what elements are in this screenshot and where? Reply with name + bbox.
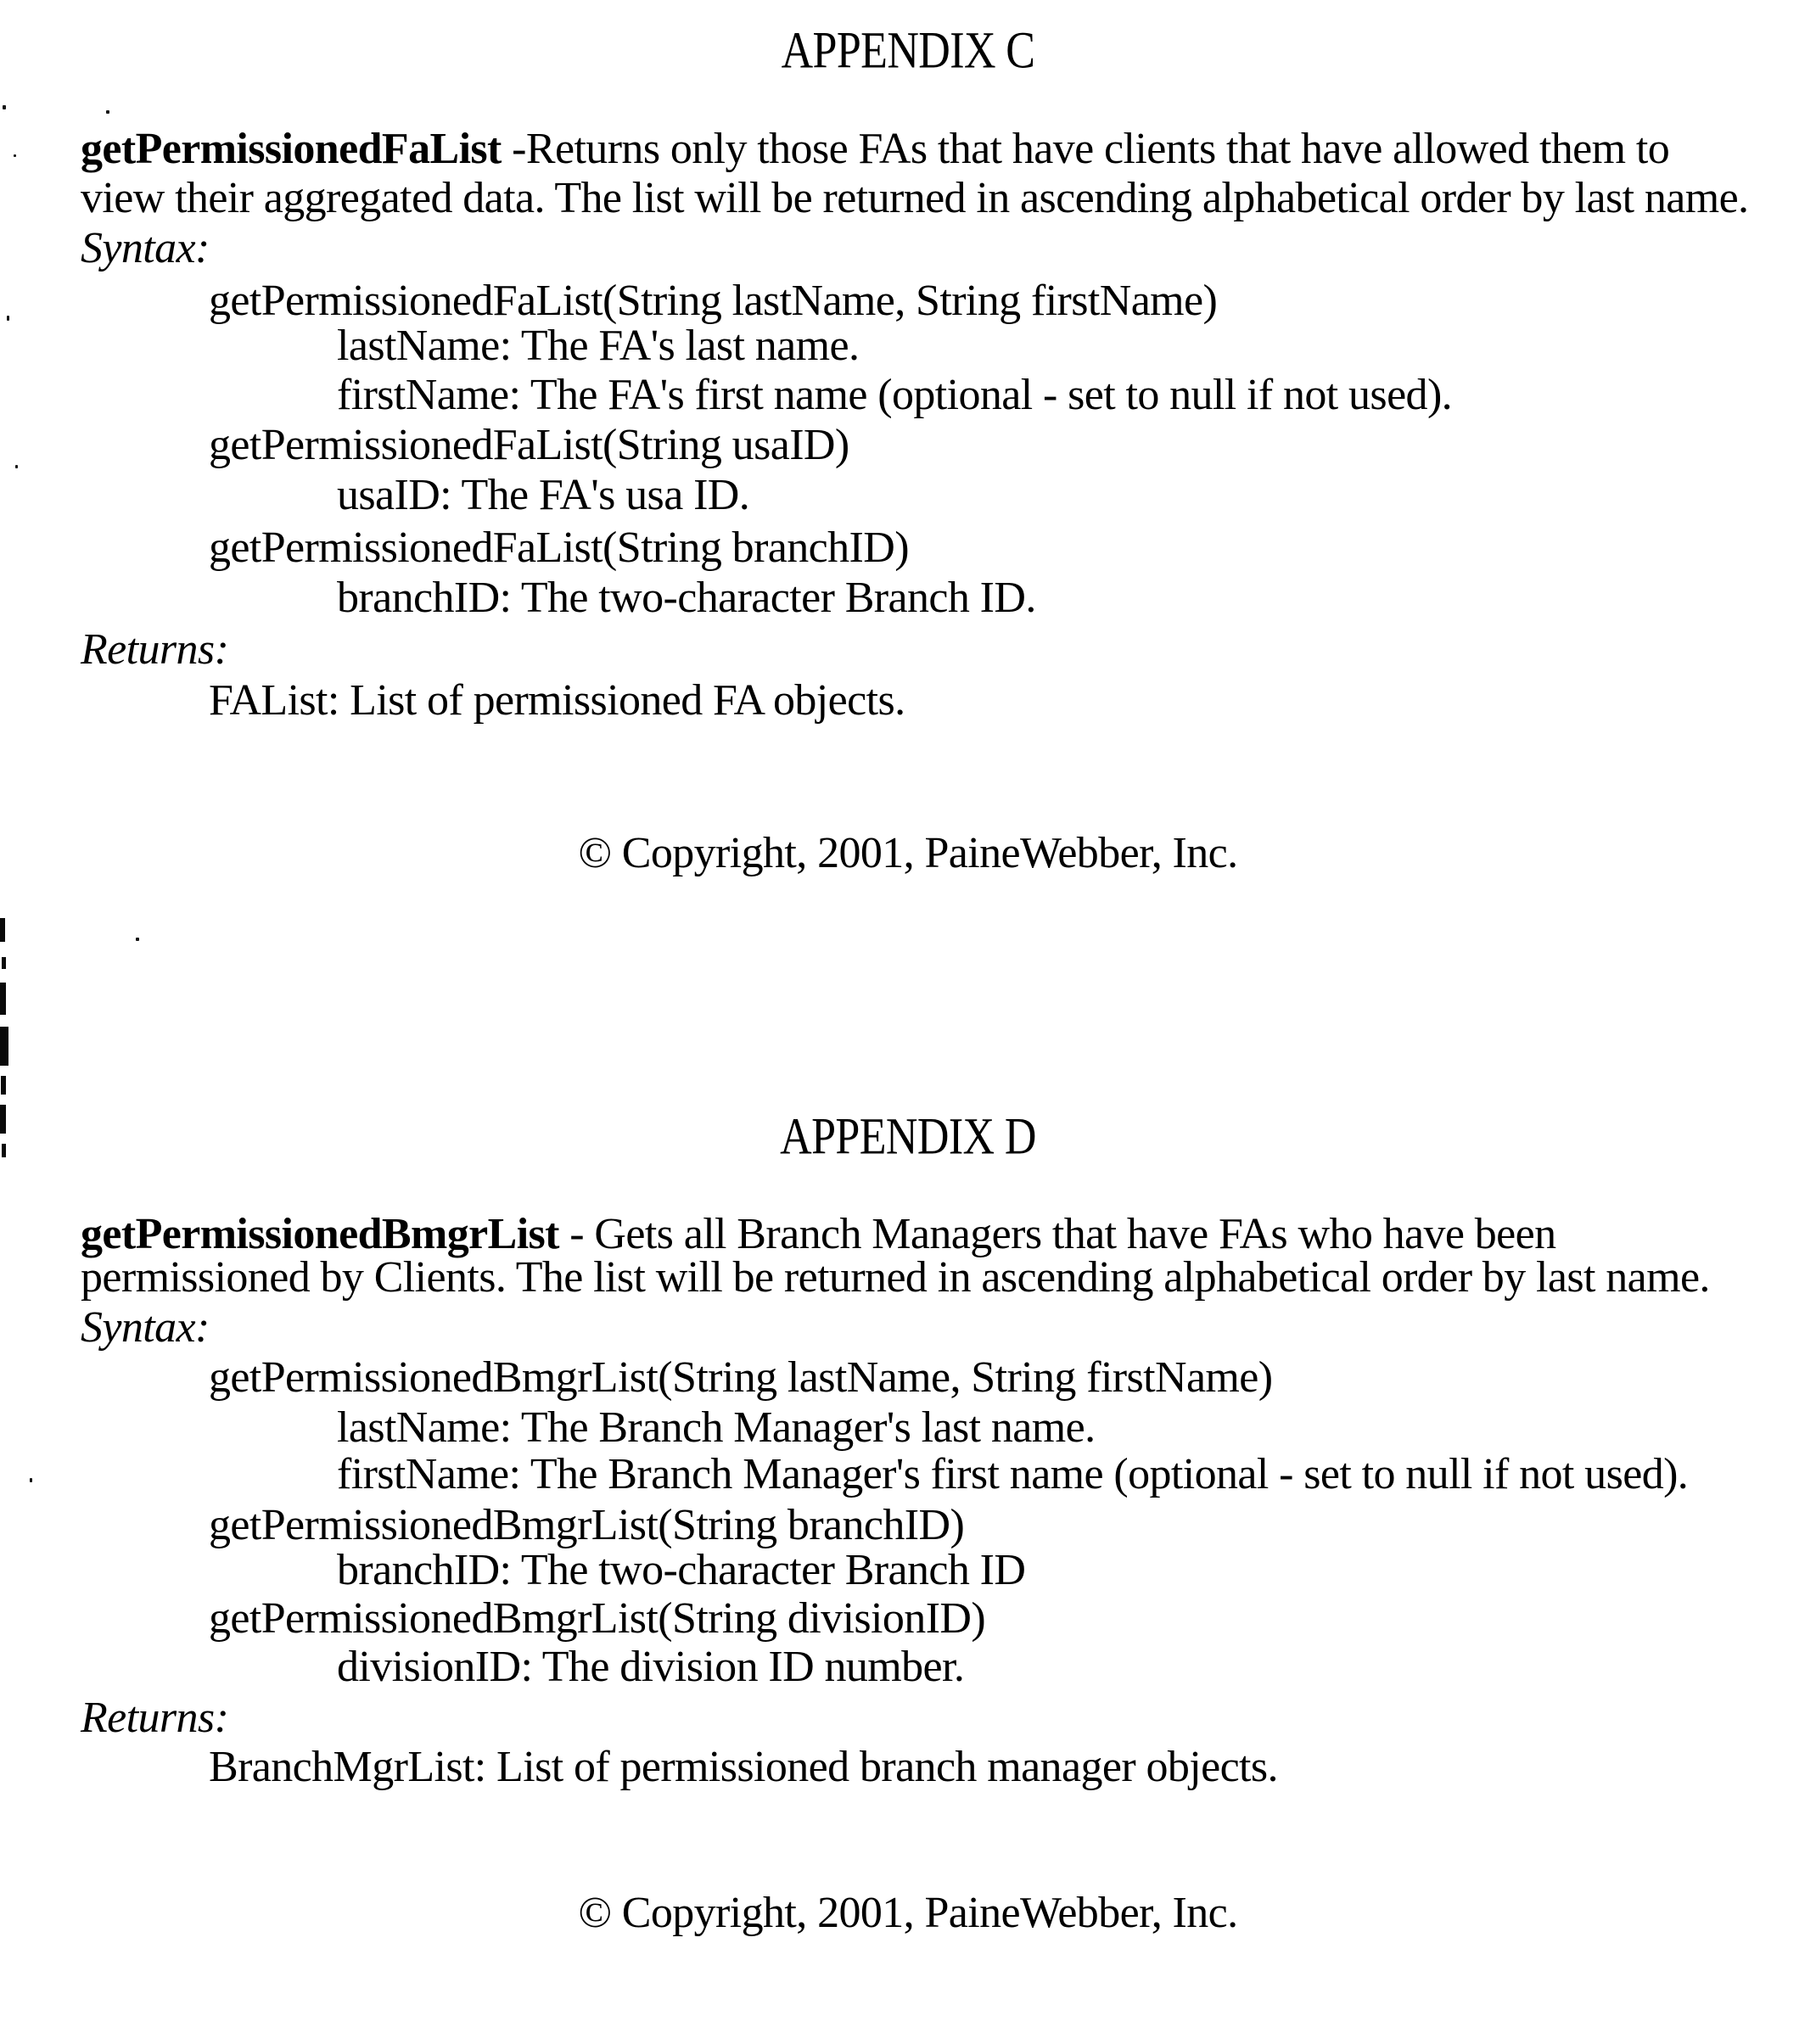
scan-artifact xyxy=(106,110,109,114)
param-line: divisionID: The division ID number. xyxy=(337,1643,965,1691)
scan-artifact xyxy=(0,918,5,942)
scan-artifact xyxy=(1,1076,6,1095)
scan-artifact xyxy=(30,1478,32,1482)
appendix-c-syntax-label: Syntax: xyxy=(81,224,210,272)
syntax-call-line: getPermissionedFaList(String usaID) xyxy=(209,421,849,469)
scan-artifact xyxy=(136,938,139,941)
appendix-c-copyright: © Copyright, 2001, PaineWebber, Inc. xyxy=(578,829,1238,877)
scan-artifact xyxy=(2,957,6,969)
appendix-c-intro-text: -Returns only those FAs that have clients that have allowed them to xyxy=(501,125,1670,173)
scan-artifact xyxy=(2,1144,6,1157)
appendix-d-intro-text: - Gets all Branch Managers that have FAs who have been xyxy=(558,1210,1556,1258)
appendix-c-intro-line-1 xyxy=(81,127,1669,171)
appendix-d-returns-label: Returns: xyxy=(81,1694,229,1742)
param-line: firstName: The Branch Manager's first name (optional - set to null if not used). xyxy=(337,1450,1689,1498)
syntax-call-line: getPermissionedFaList(String lastName, String firstName) xyxy=(209,277,1218,325)
syntax-call-line: getPermissionedBmgrList(String divisionID) xyxy=(209,1594,986,1643)
appendix-c-heading: APPENDIX C xyxy=(781,22,1035,80)
param-line: branchID: The two-character Branch ID. xyxy=(337,574,1036,622)
appendix-d-returns-line: BranchMgrList: List of permissioned branch manager objects. xyxy=(209,1743,1278,1791)
param-line: firstName: The FA's first name (optional - set to null if not used). xyxy=(337,371,1453,419)
scan-artifact xyxy=(14,154,16,157)
scan-artifact xyxy=(0,1027,8,1066)
appendix-d-function-name: getPermissionedBmgrList xyxy=(81,1210,559,1258)
appendix-c-function-name: getPermissionedFaList xyxy=(81,125,502,173)
appendix-d-copyright: © Copyright, 2001, PaineWebber, Inc. xyxy=(578,1889,1238,1937)
param-line: lastName: The Branch Manager's last name. xyxy=(337,1403,1096,1452)
syntax-call-line: getPermissionedBmgrList(String branchID) xyxy=(209,1501,965,1549)
appendix-d-heading: APPENDIX D xyxy=(780,1108,1036,1166)
scan-artifact xyxy=(15,465,18,468)
appendix-d-intro-line-2: permissioned by Clients. The list will be returned in ascending alphabetical order by last name. xyxy=(81,1253,1710,1302)
syntax-call-line: getPermissionedFaList(String branchID) xyxy=(209,524,909,572)
scan-artifact xyxy=(7,316,9,321)
param-line: lastName: The FA's last name. xyxy=(337,322,860,370)
scan-artifact xyxy=(0,983,6,1015)
appendix-c-returns-label: Returns: xyxy=(81,625,229,674)
appendix-d-intro-line-1 xyxy=(81,1212,1556,1257)
appendix-c-intro-line-2: view their aggregated data. The list will be returned in ascending alphabetical order by last name. xyxy=(81,174,1749,222)
appendix-c-returns-line: FAList: List of permissioned FA objects. xyxy=(209,676,905,725)
scan-artifact xyxy=(3,105,6,109)
param-line: usaID: The FA's usa ID. xyxy=(337,471,750,519)
appendix-d-syntax-label: Syntax: xyxy=(81,1303,210,1352)
param-line: branchID: The two-character Branch ID xyxy=(337,1546,1026,1594)
scan-artifact xyxy=(0,1105,6,1134)
syntax-call-line: getPermissionedBmgrList(String lastName, String firstName) xyxy=(209,1353,1273,1402)
